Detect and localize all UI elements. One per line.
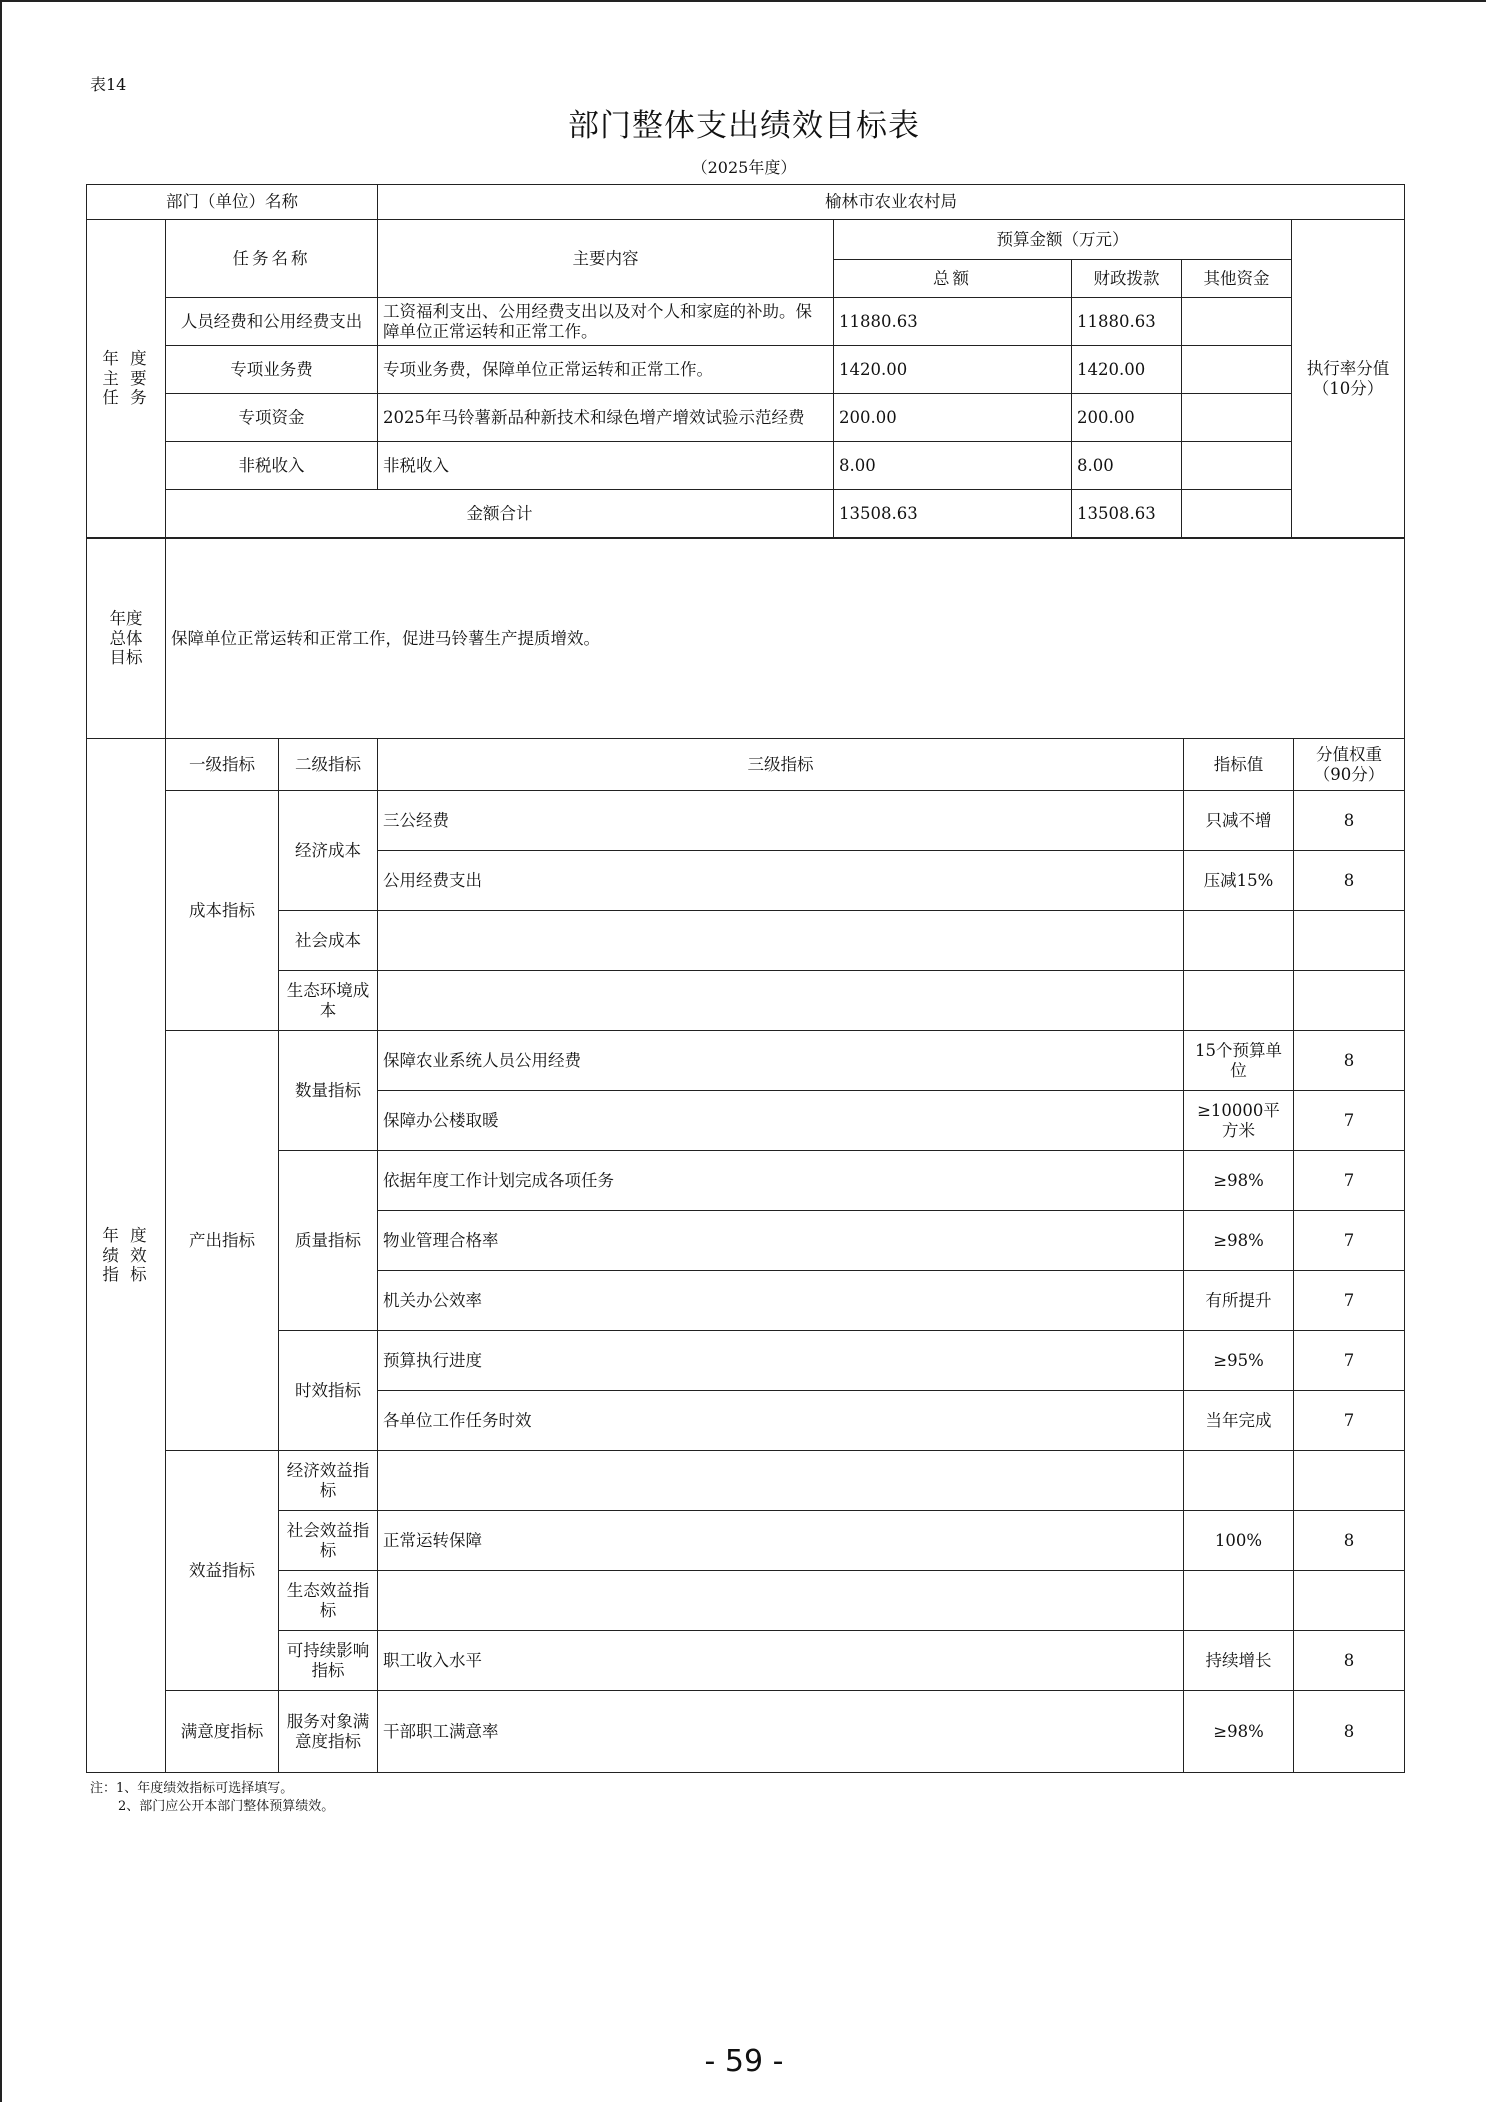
indicators-section-label: 年 度 绩 效 指 标 [87, 739, 166, 1773]
l2-eco-benefit: 生态效益指标 [279, 1571, 378, 1631]
col-task-name: 任务名称 [166, 220, 378, 298]
l3-cell: 三公经费 [378, 791, 1184, 851]
table-row [87, 298, 1405, 346]
task-content: 非税收入 [378, 442, 834, 490]
sum-label: 金额合计 [166, 490, 834, 538]
goal-text: 保障单位正常运转和正常工作，促进马铃薯生产提质增效。 [166, 539, 1405, 739]
goal-label-text: 年度总体目标 [109, 608, 143, 668]
l2-economic-cost: 经济成本 [279, 791, 378, 911]
l3-cell [378, 1451, 1184, 1511]
weight-cell [1294, 971, 1405, 1031]
value-cell: 100% [1184, 1511, 1294, 1571]
l1-benefit: 效益指标 [166, 1451, 279, 1691]
col-level2: 二级指标 [279, 739, 378, 791]
l2-social-cost: 社会成本 [279, 911, 378, 971]
weight-cell: 7 [1294, 1211, 1405, 1271]
col-level3: 三级指标 [378, 739, 1184, 791]
goal-label [87, 539, 166, 739]
task-name: 专项资金 [166, 394, 378, 442]
task-content: 专项业务费，保障单位正常运转和正常工作。 [378, 346, 834, 394]
l2-quantity: 数量指标 [279, 1031, 378, 1151]
value-cell [1184, 911, 1294, 971]
year-label: （2025年度） [691, 158, 797, 177]
task-total: 8.00 [834, 442, 1072, 490]
l1-cost: 成本指标 [166, 791, 279, 1031]
weight-cell [1294, 1571, 1405, 1631]
value-cell: 只减不增 [1184, 791, 1294, 851]
table-row [87, 1151, 1405, 1211]
indicators-table [86, 738, 1405, 1773]
col-total: 总额 [834, 260, 1072, 298]
sum-fiscal: 13508.63 [1072, 490, 1182, 538]
weight-cell [1294, 1451, 1405, 1511]
l3-cell [378, 911, 1184, 971]
l1-satisfaction: 满意度指标 [166, 1691, 279, 1773]
weight-cell: 8 [1294, 1511, 1405, 1571]
value-cell: ≥98% [1184, 1211, 1294, 1271]
sum-total: 13508.63 [834, 490, 1072, 538]
task-total: 11880.63 [834, 298, 1072, 346]
l2-quality: 质量指标 [279, 1151, 378, 1331]
l3-cell: 保障农业系统人员公用经费 [378, 1031, 1184, 1091]
task-content: 2025年马铃薯新品种新技术和绿色增产增效试验示范经费 [378, 394, 834, 442]
task-fiscal: 1420.00 [1072, 346, 1182, 394]
l2-sustainable: 可持续影响指标 [279, 1631, 378, 1691]
l2-social-benefit: 社会效益指标 [279, 1511, 378, 1571]
task-name: 人员经费和公用经费支出 [166, 298, 378, 346]
task-total: 1420.00 [834, 346, 1072, 394]
col-budget-amount: 预算金额（万元） [834, 220, 1292, 260]
l3-cell: 物业管理合格率 [378, 1211, 1184, 1271]
tasks-section-label: 年 度 主 要 任 务 [87, 220, 166, 538]
weight-cell: 8 [1294, 791, 1405, 851]
note-1: 注：1、年度绩效指标可选择填写。 [90, 1781, 294, 1796]
value-cell: ≥98% [1184, 1691, 1294, 1773]
l3-cell: 预算执行进度 [378, 1331, 1184, 1391]
l2-economic-benefit: 经济效益指标 [279, 1451, 378, 1511]
table-row [87, 442, 1405, 490]
table-row [87, 1631, 1405, 1691]
value-cell: ≥10000平方米 [1184, 1091, 1294, 1151]
l3-cell: 保障办公楼取暖 [378, 1091, 1184, 1151]
page-number: - 59 - [704, 2044, 784, 2079]
table-row [87, 1451, 1405, 1511]
task-other [1182, 346, 1292, 394]
weight-cell: 7 [1294, 1331, 1405, 1391]
task-content: 工资福利支出、公用经费支出以及对个人和家庭的补助。保障单位正常运转和正常工作。 [378, 298, 834, 346]
col-level1: 一级指标 [166, 739, 279, 791]
task-fiscal: 200.00 [1072, 394, 1182, 442]
footnotes [90, 1780, 334, 1815]
table-row [87, 1691, 1405, 1773]
table-number: 表14 [90, 75, 127, 94]
table-row [87, 1571, 1405, 1631]
sum-other [1182, 490, 1292, 538]
weight-cell [1294, 911, 1405, 971]
task-other [1182, 442, 1292, 490]
page-title: 部门整体支出绩效目标表 [568, 108, 920, 144]
l3-cell: 机关办公效率 [378, 1271, 1184, 1331]
task-total: 200.00 [834, 394, 1072, 442]
l3-cell: 正常运转保障 [378, 1511, 1184, 1571]
task-other [1182, 394, 1292, 442]
table-row [87, 394, 1405, 442]
value-cell: 15个预算单位 [1184, 1031, 1294, 1091]
table-row [87, 1331, 1405, 1391]
tasks-table [86, 184, 1405, 538]
unit-name-label: 部门（单位）名称 [87, 185, 378, 220]
unit-name-value: 榆林市农业农村局 [378, 185, 1405, 220]
sum-row [87, 490, 1405, 538]
weight-cell: 8 [1294, 1031, 1405, 1091]
l3-cell: 干部职工满意率 [378, 1691, 1184, 1773]
value-cell: ≥98% [1184, 1151, 1294, 1211]
col-fiscal: 财政拨款 [1072, 260, 1182, 298]
goal-table [86, 538, 1405, 739]
table-row [87, 971, 1405, 1031]
value-cell: 持续增长 [1184, 1631, 1294, 1691]
value-cell [1184, 1571, 1294, 1631]
task-name: 专项业务费 [166, 346, 378, 394]
table-row [87, 1031, 1405, 1091]
weight-cell: 7 [1294, 1091, 1405, 1151]
l1-output: 产出指标 [166, 1031, 279, 1451]
value-cell [1184, 971, 1294, 1031]
task-other [1182, 298, 1292, 346]
task-fiscal: 11880.63 [1072, 298, 1182, 346]
weight-cell: 7 [1294, 1151, 1405, 1211]
value-cell: 当年完成 [1184, 1391, 1294, 1451]
weight-cell: 8 [1294, 1691, 1405, 1773]
col-execution-rate: 执行率分值（10分） [1292, 220, 1405, 538]
l2-timeliness: 时效指标 [279, 1331, 378, 1451]
l3-cell: 依据年度工作计划完成各项任务 [378, 1151, 1184, 1211]
table-row [87, 791, 1405, 851]
value-cell: ≥95% [1184, 1331, 1294, 1391]
col-other: 其他资金 [1182, 260, 1292, 298]
value-cell: 压减15% [1184, 851, 1294, 911]
table-row [87, 1511, 1405, 1571]
l3-cell [378, 1571, 1184, 1631]
l3-cell: 职工收入水平 [378, 1631, 1184, 1691]
table-row [87, 911, 1405, 971]
l3-cell: 公用经费支出 [378, 851, 1184, 911]
value-cell [1184, 1451, 1294, 1511]
l3-cell: 各单位工作任务时效 [378, 1391, 1184, 1451]
weight-cell: 8 [1294, 1631, 1405, 1691]
l2-eco-cost: 生态环境成本 [279, 971, 378, 1031]
weight-cell: 7 [1294, 1271, 1405, 1331]
col-weight: 分值权重（90分） [1294, 739, 1405, 791]
task-name: 非税收入 [166, 442, 378, 490]
l2-service-satisfaction: 服务对象满意度指标 [279, 1691, 378, 1773]
task-fiscal: 8.00 [1072, 442, 1182, 490]
col-indicator-value: 指标值 [1184, 739, 1294, 791]
l3-cell [378, 971, 1184, 1031]
weight-cell: 7 [1294, 1391, 1405, 1451]
value-cell: 有所提升 [1184, 1271, 1294, 1331]
table-row [87, 346, 1405, 394]
note-2: 2、部门应公开本部门整体预算绩效。 [118, 1798, 335, 1814]
weight-cell: 8 [1294, 851, 1405, 911]
col-main-content: 主要内容 [378, 220, 834, 298]
